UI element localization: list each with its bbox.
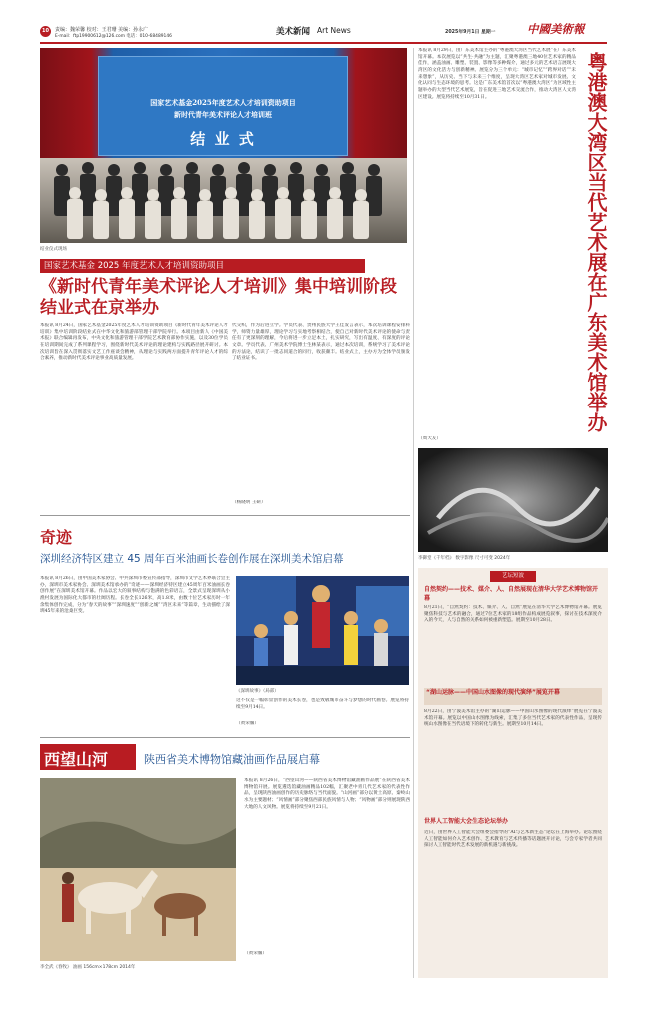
brief-body: 近日，由世界人工智能大会组委会指导的“AI与艺术新生态”论坛在上海举办。论坛围绕人工智能如何介入艺术创作、艺术教育与艺术传播等话题展开讨论，与会专家学者共同探讨人工智能时代艺术发展的新机遇与新挑战。 bbox=[424, 830, 602, 849]
section-name-en: Art News bbox=[317, 26, 351, 35]
banner-line-1: 国家艺术基金2025年度艺术人才培训资助项目 bbox=[150, 98, 296, 107]
section-divider bbox=[40, 737, 410, 738]
header-rule bbox=[40, 42, 607, 44]
banner-line-2: 新时代青年美术评论人才培训班 bbox=[174, 110, 272, 119]
brief-title: 自然契约——技术、媒介、人、自然展现在清华大学艺术博物馆开幕 bbox=[424, 586, 599, 602]
issue-date: 2025年9月1日 星期一 bbox=[445, 30, 496, 35]
horse-painting-photo bbox=[40, 778, 236, 961]
banner-line-3: 结 业 式 bbox=[190, 130, 256, 148]
article-author: （黄荣馨） bbox=[236, 721, 259, 726]
article-subtitle: 国家艺术基金 2025 年度艺术人才培训资助项目 bbox=[44, 261, 225, 271]
article-body: 本报讯 8月26日，由中国美术家协会、中共深圳市委宣传部指导，深圳市文学艺术界联合会主办，深圳市美术家协会、深圳美术馆承办的“奇迹——深圳经济特区建立45周年百米油画长卷创作展”在深圳美术馆开幕。作品以宏大的叙事结构与饱满的色彩语言，全景式呈现深圳从小渔村发展为国际化大都市的壮阔历程。长卷全长126米，高1.8米，由数十位艺术家历时一年余集体创作完成，分为“春天的故事”“深圳速度”“创新之城”“湾区未来”等篇章，生动描绘了深圳45年来的沧桑巨变。 bbox=[40, 576, 230, 615]
article-title: 深圳经济特区建立 45 周年百米油画长卷创作展在深圳美术馆启幕 bbox=[40, 553, 344, 565]
issue-badge: 10 bbox=[40, 26, 51, 37]
brief-title: 世界人工智能大会生态论坛举办 bbox=[424, 818, 509, 825]
article-author: （杨晓明 王研） bbox=[232, 500, 266, 505]
oil-painting-photo bbox=[236, 576, 409, 685]
digital-image-photo bbox=[418, 448, 608, 552]
credits-line: 责编：魏荣馨 校对：王君珊 美编：孙永广 bbox=[55, 27, 149, 33]
article-body: 本报讯 8月26日，“西望山河——陕西省美术博物馆藏油画作品展”在陕西省美术博物馆开展。展览遴选馆藏油画精品102幅，汇聚老中青几代艺术家的代表性作品，呈现陕西油画创作的历史脉络与当代面貌。“山河画”部分以黄土高原、秦岭山水为主要题材；“风情画”部分聚焦西部民族风情与人物；“风物画”部分则展现陕西大地的人文风物。展览将持续至9月21日。 bbox=[244, 778, 410, 810]
brief-title: “湖山运脉——中国山水图像的现代演绎”展览开幕 bbox=[426, 689, 560, 696]
ceremony-photo bbox=[40, 48, 407, 243]
photo-caption: 李全武《春牧》 油画 156cm×178cm 2014年 bbox=[40, 965, 136, 970]
sidebar-label: 艺坛短波 bbox=[490, 571, 536, 582]
article-author: （周大友） bbox=[418, 436, 441, 441]
article-body-col2: 代交织，作为后进立学。学员代表、贵州民族大学王佳发言表示，本次培训课程安排科学，师资力量雄厚，理论学习与实地考察相结合，使自己对新时代美术评论的使命与责任有了更深刻的理解，今后将进一步立足本土，扎实研究，写出有温度、有深度的评论文章。学员代表、广州美术学院博士生林某表示，通过本次培训，系统学习了美术评论的方法论，结识了一批志同道合的同行，收获颇丰。结业式上，主办方为全体学员颁发了结业证书。 bbox=[232, 323, 410, 362]
article-kicker: 奇迹 bbox=[40, 528, 73, 547]
article-author: （黄荣馨） bbox=[244, 951, 267, 956]
group-of-people bbox=[40, 148, 407, 243]
photo-caption: 结业仪式现场 bbox=[40, 247, 67, 252]
section-name: 美术新闻 bbox=[276, 27, 311, 37]
article-body-right: 这不仅是一幅彰显创作的美术长卷，也是致敬城市奋斗与梦想的时代画卷。展览将持续至9月14日。 bbox=[236, 698, 409, 710]
photo-caption: 李御堂《千年档》 数字影像 尺寸可变 2024年 bbox=[418, 556, 511, 561]
brief-body: 8月22日，由宁波美术馆主办的“湖山运脉——中国山水图像的现代演绎”展览在宁波美术馆开幕。展览以中国山水图像为线索，汇集了多位当代艺术家的代表性作品，呈现传统山水图像在当代语境下的转化与新生。展期至10月14日。 bbox=[424, 709, 602, 728]
section-divider bbox=[40, 515, 410, 516]
article-body: 本报讯 8月29日，由广东美术馆主办的“粤港澳大湾区当代艺术展”在广东美术馆开幕。本次展览以“共生·共融”为主题，汇聚粤港澳三地40位艺术家的精品佳作，涵盖油画、雕塑、装置、影像等多种媒介，通过多元的艺术语言展现大湾区的文化活力与创新精神。展览分为三个单元：“城市记忆”“跨界对话”“未来想象”，从历史、当下与未来三个维度，呈现大湾区艺术家对城市发展、文化认同与生态环境的思考。这是广东美术馆首次以“粤港澳大湾区”为区域性主题举办的大型当代艺术展览，旨在促进三地艺术交流合作，推动大湾区人文湾区建设。展览将持续至10月31日。 bbox=[418, 48, 576, 100]
vertical-title: 粤港澳大湾区当代艺术展在广东美术馆举办 bbox=[584, 52, 608, 432]
photo-caption: 《深圳故事》（局部） bbox=[236, 689, 279, 694]
brief-body: 8月21日，“自然契约：技术、媒介、人、自然”展览在清华大学艺术博物馆开幕。展览聚焦科技与艺术的融合，通过7位艺术家的18组作品构成展览叙事，探讨在技术深度介入的今天，人与自然的关系如何被重新塑造。展期至10月28日。 bbox=[424, 605, 602, 624]
painting-landscape bbox=[40, 778, 236, 961]
digital-image bbox=[418, 448, 608, 552]
painting-figures bbox=[236, 576, 409, 685]
article-title: 《新时代青年美术评论人才培训》集中培训阶段结业式在京举办 bbox=[40, 277, 397, 318]
article-body-col1: 本报讯 8月24日，国家艺术基金2025年度艺术人才培训资助项目《新时代青年美术评论人才培训》集中培训阶段结业式在中华文化和旅游部管理干部学院举行。本项目由新人《中国美术报》联合编辑再发布，中央文化和旅游管理干部学院艺术教育部协作实施，以及30位学员在培训期间完成了系列课程学习，围绕新时代美术评论的理论建构与实践路径展开研讨。本次培训旨在深入贯彻落实文艺工作座谈会精神，从理论与实践两方面提升青年评论人才的综合素养，推动新时代美术评论事业高质量发展。 bbox=[40, 323, 228, 362]
article-kicker: 西望山河 bbox=[44, 750, 109, 769]
article-title: 陕西省美术博物馆藏油画作品展启幕 bbox=[144, 753, 320, 766]
vertical-divider bbox=[413, 48, 414, 978]
masthead: 中國美術報 bbox=[527, 22, 585, 36]
contact-line: E-mail：ftp19900612@126.com 电话：010-68489146 bbox=[55, 34, 172, 39]
